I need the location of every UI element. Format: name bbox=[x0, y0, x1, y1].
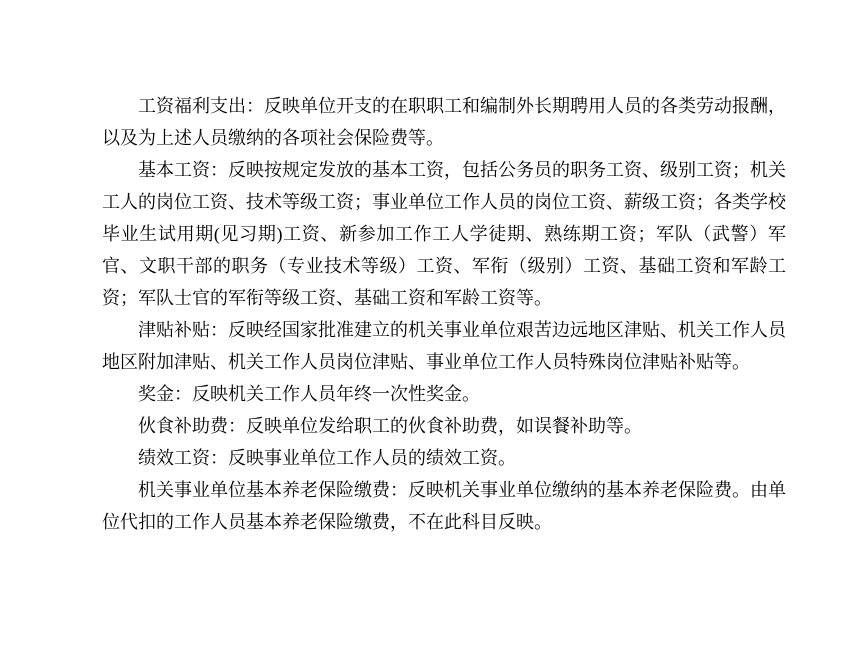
paragraph-allowances: 津贴补贴：反映经国家批准建立的机关事业单位艰苦边远地区津贴、机关工作人员地区附加津贴、机关工作人员岗位津贴、事业单位工作人员特殊岗位津贴补贴等。 bbox=[102, 320, 786, 372]
paragraph-performance-pay: 绩效工资：反映事业单位工作人员的绩效工资。 bbox=[138, 448, 516, 468]
paragraph-pension-contribution: 机关事业单位基本养老保险缴费：反映机关事业单位缴纳的基本养老保险费。由单位代扣的工作人员基本养老保险缴费，不在此科目反映。 bbox=[102, 480, 786, 532]
document-page bbox=[102, 90, 786, 538]
paragraph-bonus: 奖金：反映机关工作人员年终一次性奖金。 bbox=[138, 384, 480, 404]
paragraph-wage-welfare: 工资福利支出：反映单位开支的在职职工和编制外长期聘用人员的各类劳动报酬，以及为上述人员缴纳的各项社会保险费等。 bbox=[102, 96, 786, 148]
paragraph-meal-subsidy: 伙食补助费：反映单位发给职工的伙食补助费，如误餐补助等。 bbox=[138, 416, 642, 436]
paragraph-basic-salary: 基本工资：反映按规定发放的基本工资，包括公务员的职务工资、级别工资；机关工人的岗位工资、技术等级工资；事业单位工作人员的岗位工资、薪级工资；各类学校毕业生试用期(见习期)工资、新参加工作工人学徒期、熟练期工资；军队（武警）军官、文职干部的职务（专业技术等级）工资、军衔（级别）工资、基础工资和军龄工资；军队士官的军衔等级工资、基础工资和军龄工资等。 bbox=[102, 160, 786, 308]
